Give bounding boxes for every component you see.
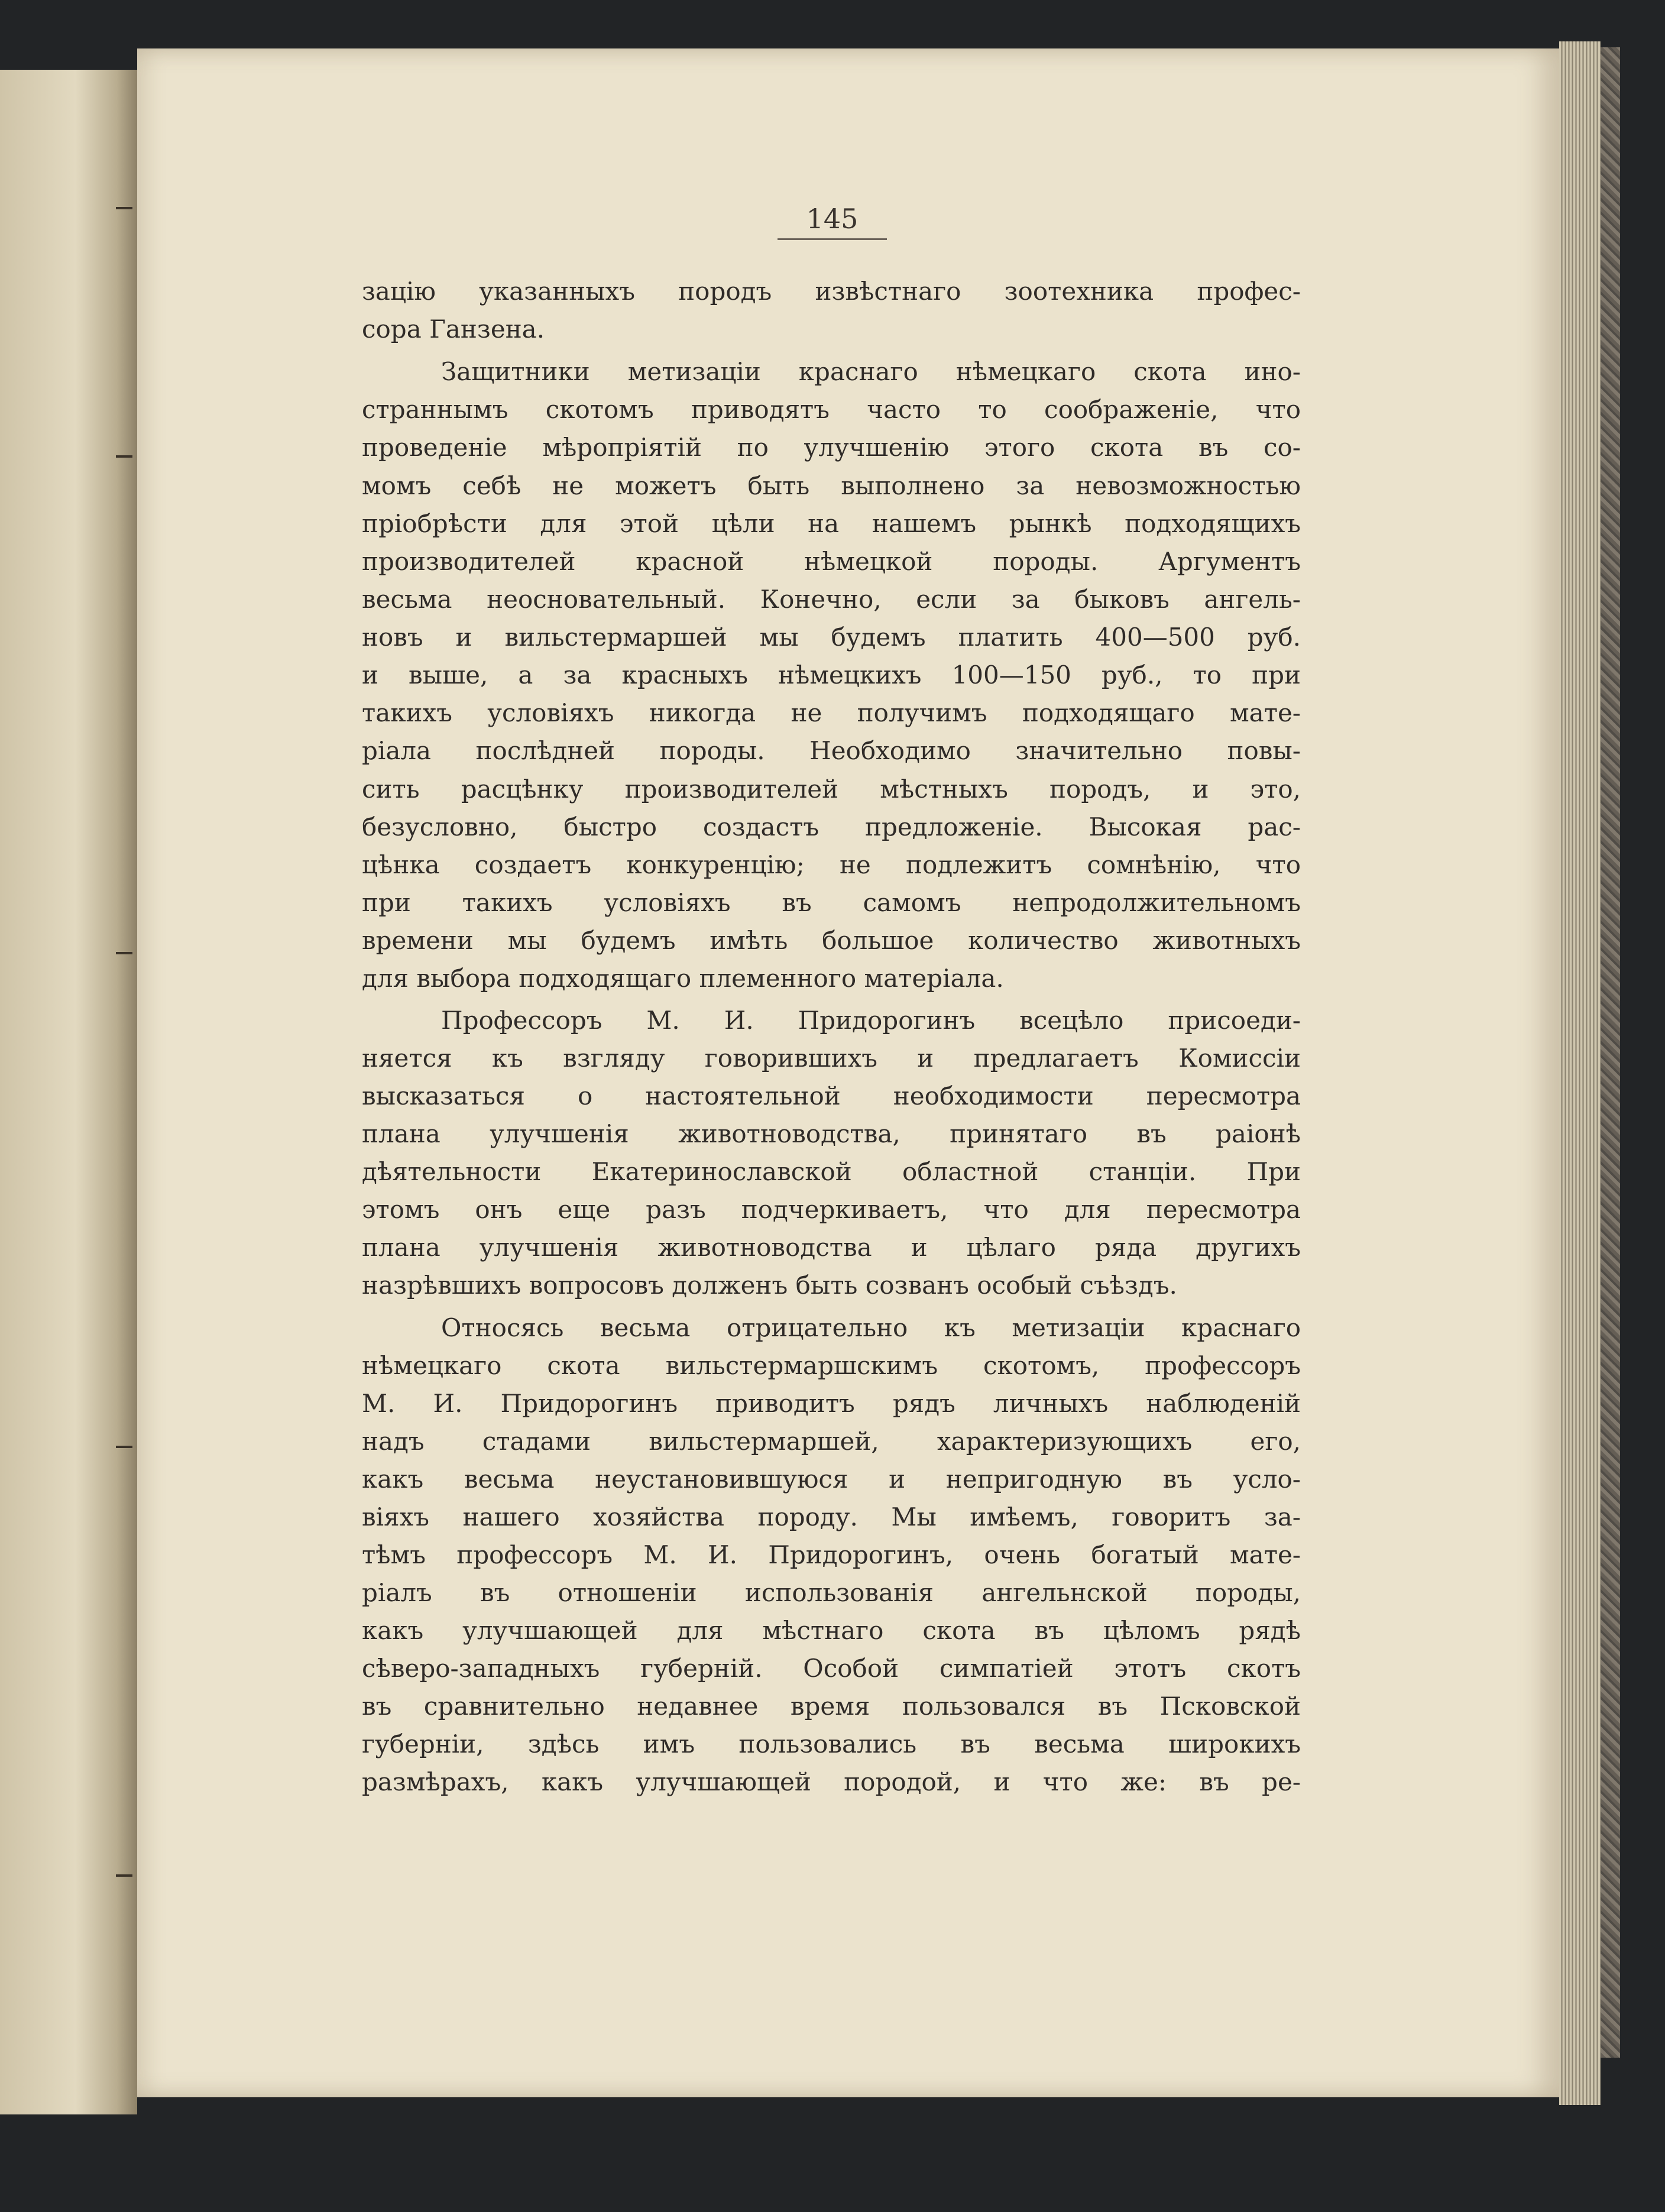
- page-number: 145: [806, 203, 859, 235]
- text-line: ріала послѣдней породы. Необходимо значительно повы-: [362, 736, 1301, 765]
- text-line: М. И. Придорогинъ приводитъ рядъ личныхъ наблюденій: [362, 1389, 1301, 1418]
- text-line: высказаться о настоятельной необходимости пересмотра: [362, 1081, 1301, 1110]
- text-line: этомъ онъ еще разъ подчеркиваетъ, что для пересмотра: [362, 1195, 1301, 1224]
- text-line: Относясь весьма отрицательно къ метизаціи краснаго: [441, 1313, 1301, 1342]
- text-line: нѣмецкаго скота вильстермаршскимъ скотомъ, профессоръ: [362, 1351, 1301, 1380]
- text-line: какъ весьма неустановившуюся и непригодную въ усло-: [362, 1465, 1301, 1494]
- text-line: размѣрахъ, какъ улучшающей породой, и что же: въ ре-: [362, 1767, 1301, 1796]
- text-line: зацію указанныхъ породъ извѣстнаго зоотехника профес-: [362, 277, 1301, 306]
- text-line: цѣнка создаетъ конкуренцію; не подлежитъ сомнѣнію, что: [362, 850, 1301, 879]
- text-line: Защитники метизаціи краснаго нѣмецкаго скота ино-: [441, 357, 1301, 386]
- text-line: при такихъ условіяхъ въ самомъ непродолжительномъ: [362, 888, 1301, 917]
- text-line: страннымъ скотомъ приводятъ часто то соображеніе, что: [362, 395, 1301, 424]
- text-line: проведеніе мѣропріятій по улучшенію этого скота въ со-: [362, 433, 1301, 462]
- text-line: назрѣвшихъ вопросовъ долженъ быть созванъ особый съѣздъ.: [362, 1271, 1177, 1300]
- text-line: пріобрѣсти для этой цѣли на нашемъ рынкѣ подходящихъ: [362, 509, 1301, 538]
- text-line: няется къ взгляду говорившихъ и предлагаетъ Комиссіи: [362, 1044, 1301, 1073]
- text-line: плана улучшенія животноводства и цѣлаго ряда другихъ: [362, 1233, 1301, 1262]
- text-line: весьма неосновательный. Конечно, если за быковъ ангель-: [362, 585, 1301, 614]
- margin-mark: [116, 1874, 132, 1877]
- text-line: въ сравнительно недавнее время пользовался въ Псковской: [362, 1692, 1301, 1721]
- text-line: какъ улучшающей для мѣстнаго скота въ цѣломъ рядѣ: [362, 1616, 1301, 1645]
- margin-mark: [116, 952, 132, 954]
- text-line: губерніи, здѣсь имъ пользовались въ весьма широкихъ: [362, 1730, 1301, 1758]
- text-line: момъ себѣ не можетъ быть выполнено за невозможностью: [362, 471, 1301, 500]
- text-line: для выбора подходящаго племенного матеріала.: [362, 964, 1004, 993]
- left-page-edge: [0, 70, 137, 2114]
- text-line: дѣятельности Екатеринославской областной станціи. При: [362, 1157, 1301, 1186]
- text-line: производителей красной нѣмецкой породы. Аргументъ: [362, 547, 1301, 576]
- text-line: такихъ условіяхъ никогда не получимъ подходящаго мате-: [362, 698, 1301, 727]
- text-line: времени мы будемъ имѣть большое количество животныхъ: [362, 926, 1301, 955]
- text-line: плана улучшенія животноводства, принятаго въ раіонѣ: [362, 1119, 1301, 1148]
- margin-mark: [116, 455, 132, 458]
- text-line: сить расцѣнку производителей мѣстныхъ породъ, и это,: [362, 775, 1301, 804]
- text-line: сѣверо-западныхъ губерній. Особой симпатіей этотъ скотъ: [362, 1654, 1301, 1683]
- page-number-rule: [778, 238, 887, 240]
- text-line: новъ и вильстермаршей мы будемъ платить 400—500 руб.: [362, 623, 1301, 652]
- text-line: віяхъ нашего хозяйства породу. Мы имѣемъ, говоритъ за-: [362, 1502, 1301, 1531]
- text-line: и выше, а за красныхъ нѣмецкихъ 100—150 руб., то при: [362, 660, 1301, 689]
- text-line: сора Ганзена.: [362, 315, 545, 344]
- margin-mark: [116, 1446, 132, 1448]
- page-edges: [1559, 41, 1601, 2105]
- text-line: безусловно, быстро создастъ предложеніе. Высокая рас-: [362, 812, 1301, 841]
- text-line: ріалъ въ отношеніи использованія ангельнской породы,: [362, 1578, 1301, 1607]
- text-line: тѣмъ профессоръ М. И. Придорогинъ, очень богатый мате-: [362, 1540, 1301, 1569]
- text-line: Профессоръ М. И. Придорогинъ всецѣло присоеди-: [441, 1006, 1301, 1035]
- margin-mark: [116, 207, 132, 209]
- text-line: надъ стадами вильстермаршей, характеризующихъ его,: [362, 1427, 1301, 1456]
